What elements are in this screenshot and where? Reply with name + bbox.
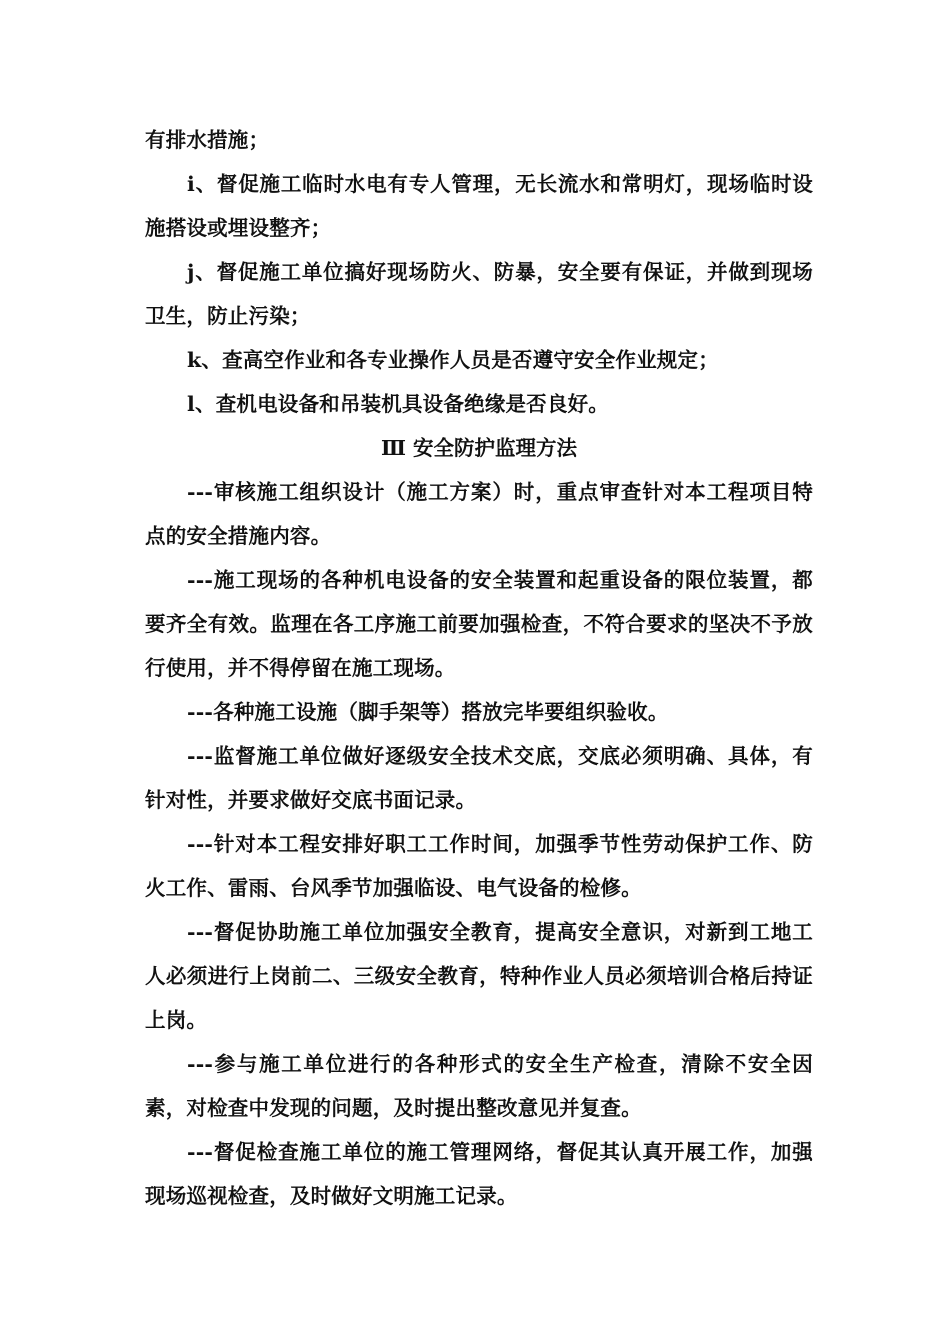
paragraph: ---督促协助施工单位加强安全教育，提高安全意识，对新到工地工人必须进行上岗前二、三级安全教育，特种作业人员必须培训合格后持证上岗。 [145, 920, 813, 1032]
paragraph: ---施工现场的各种机电设备的安全装置和起重设备的限位装置，都要齐全有效。监理在各工序施工前要加强检查，不符合要求的坚决不予放行使用，并不得停留在施工现场。 [145, 568, 813, 680]
paragraph: 有排水措施； [145, 128, 270, 152]
paragraph: ---督促检查施工单位的施工管理网络，督促其认真开展工作，加强现场巡视检查，及时做好文明施工记录。 [145, 1140, 813, 1208]
paragraph: j、督促施工单位搞好现场防火、防暴，安全要有保证，并做到现场卫生，防止污染； [145, 260, 813, 328]
document-page [145, 118, 813, 1218]
paragraph: i、督促施工临时水电有专人管理，无长流水和常明灯，现场临时设施搭设或埋设整齐； [145, 172, 813, 240]
paragraph: ---监督施工单位做好逐级安全技术交底，交底必须明确、具体，有针对性，并要求做好交底书面记录。 [145, 744, 813, 812]
section-heading: Ⅲ 安全防护监理方法 [380, 436, 578, 460]
paragraph: ---参与施工单位进行的各种形式的安全生产检查，清除不安全因素，对检查中发现的问题，及时提出整改意见并复查。 [145, 1052, 813, 1120]
paragraph: k、查高空作业和各专业操作人员是否遵守安全作业规定； [187, 348, 719, 372]
paragraph: ---各种施工设施（脚手架等）搭放完毕要组织验收。 [187, 700, 669, 724]
paragraph: ---针对本工程安排好职工工作时间，加强季节性劳动保护工作、防火工作、雷雨、台风季节加强临设、电气设备的检修。 [145, 832, 813, 900]
paragraph: ---审核施工组织设计（施工方案）时，重点审查针对本工程项目特点的安全措施内容。 [145, 480, 813, 548]
paragraph: l、查机电设备和吊装机具设备绝缘是否良好。 [187, 392, 609, 416]
